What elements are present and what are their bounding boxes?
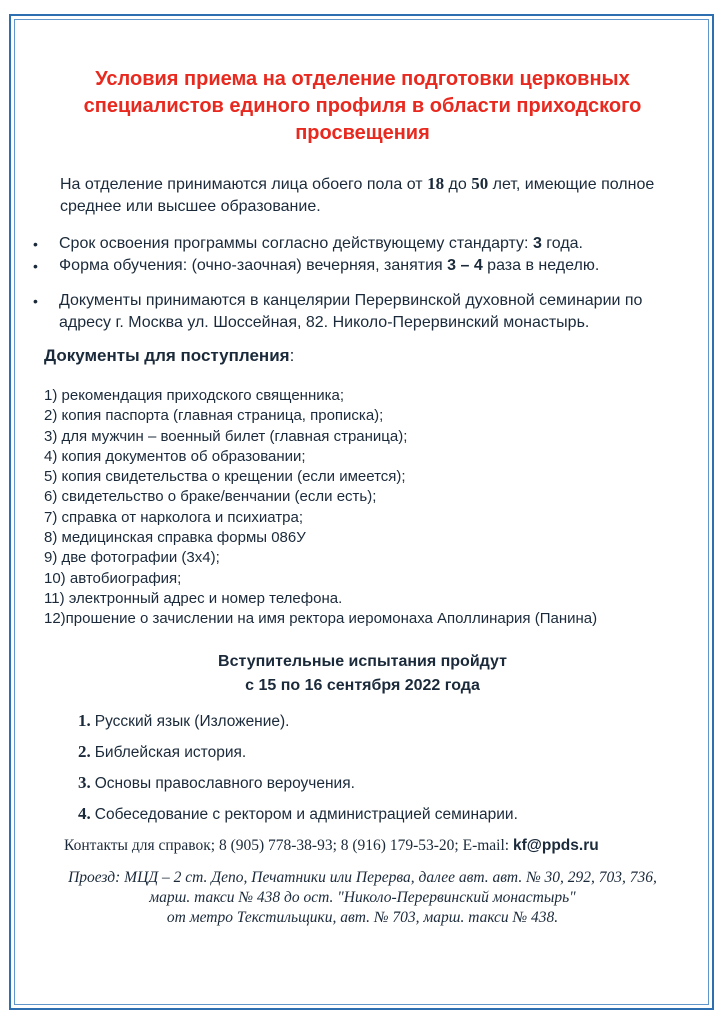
title-line: Условия приема на отделение подготовки церковных xyxy=(95,68,630,90)
exam-item xyxy=(78,710,678,741)
age-to: 50 xyxy=(471,174,489,193)
document-item: 4) копия документов об образовании; xyxy=(44,447,306,465)
document-item: 5) копия свидетельства о крещении (если имеется); xyxy=(44,468,406,486)
document-item: 6) свидетельство о браке/венчании (если есть); xyxy=(44,488,377,506)
document-item: 1) рекомендация приходского священника; xyxy=(44,387,345,404)
condition-text: раза в неделю. xyxy=(482,257,600,274)
condition-item xyxy=(30,290,690,334)
document-item: 2) копия паспорта (главная страница, прописка); xyxy=(44,407,384,425)
condition-item xyxy=(30,233,690,255)
documents-heading-colon: : xyxy=(289,346,295,365)
exam-text: Библейская история. xyxy=(94,744,247,761)
exam-text: Русский язык (Изложение). xyxy=(94,713,290,730)
document-item: 8) медицинская справка формы 086У xyxy=(44,529,306,547)
route-line: марш. такси № 438 до ост. "Николо-Перервинский монастырь" xyxy=(149,889,576,906)
exam-item xyxy=(78,772,678,803)
contacts-line xyxy=(64,837,684,855)
document-item: 10) автобиография; xyxy=(44,569,182,587)
route-line: Проезд: МЦД – 2 ст. Депо, Печатники или Перерва, далее авт. авт. № 30, 292, 703, 736, xyxy=(68,869,657,886)
condition-value: 3 – 4 xyxy=(447,257,483,274)
intro-text: лет, имеющие полное среднее или высшее образование. xyxy=(60,176,655,215)
exam-text: Основы православного вероучения. xyxy=(94,775,355,792)
condition-text: года. xyxy=(541,235,583,252)
documents-heading-text: Документы для поступления xyxy=(44,346,290,365)
documents-list xyxy=(44,386,684,630)
route-line: от метро Текстильщики, авт. № 703, марш. такси № 438. xyxy=(166,909,559,926)
exam-item xyxy=(78,803,678,834)
exams-heading-line: Вступительные испытания пройдут xyxy=(218,653,507,670)
exam-number: 3. xyxy=(78,773,91,792)
intro-text: На отделение принимаются лица обоего пола от xyxy=(60,176,428,193)
condition-item xyxy=(30,255,690,277)
exams-dates: с 15 по 16 сентября 2022 года xyxy=(245,677,480,694)
contacts-text: Контакты для справок; 8 (905) 778-38-93; 8 (916) 179-53-20; E-mail: xyxy=(64,837,513,854)
document-item: 7) справка от нарколога и психиатра; xyxy=(44,508,304,526)
exam-text: Собеседование с ректором и администрацией семинарии. xyxy=(94,806,518,823)
route-directions xyxy=(20,868,705,928)
intro-text: до xyxy=(444,176,472,193)
title-line: просвещения xyxy=(295,122,430,144)
conditions-list xyxy=(30,233,690,334)
condition-value: 3 xyxy=(532,235,542,252)
condition-text: Срок освоения программы согласно действующему стандарту: xyxy=(59,235,533,252)
admission-intro xyxy=(60,173,670,218)
document-title xyxy=(40,66,685,147)
exam-number: 4. xyxy=(78,804,91,823)
exams-list xyxy=(78,710,678,834)
condition-text: Документы принимаются в канцелярии Перервинской духовной семинарии по адресу г. Москва ул. Шоссейная, 82. Николо-Перервинский монастырь. xyxy=(59,292,643,331)
email-link[interactable]: kf@ppds.ru xyxy=(512,837,599,854)
exams-heading xyxy=(40,650,685,698)
title-line: специалистов единого профиля в области приходского xyxy=(83,95,642,117)
document-item: 11) электронный адрес и номер телефона. xyxy=(44,589,343,607)
exam-number: 2. xyxy=(78,742,91,761)
condition-text: Форма обучения: (очно-заочная) вечерняя, занятия xyxy=(59,257,448,274)
exam-item xyxy=(78,741,678,772)
document-item: 3) для мужчин – военный билет (главная страница); xyxy=(44,427,408,445)
age-from: 18 xyxy=(427,174,445,193)
exam-number: 1. xyxy=(78,711,91,730)
document-item: 12)прошение о зачислении на имя ректора иеромонаха Аполлинария (Панина) xyxy=(44,610,598,628)
document-item: 9) две фотографии (3х4); xyxy=(44,549,220,567)
documents-heading xyxy=(44,346,294,366)
